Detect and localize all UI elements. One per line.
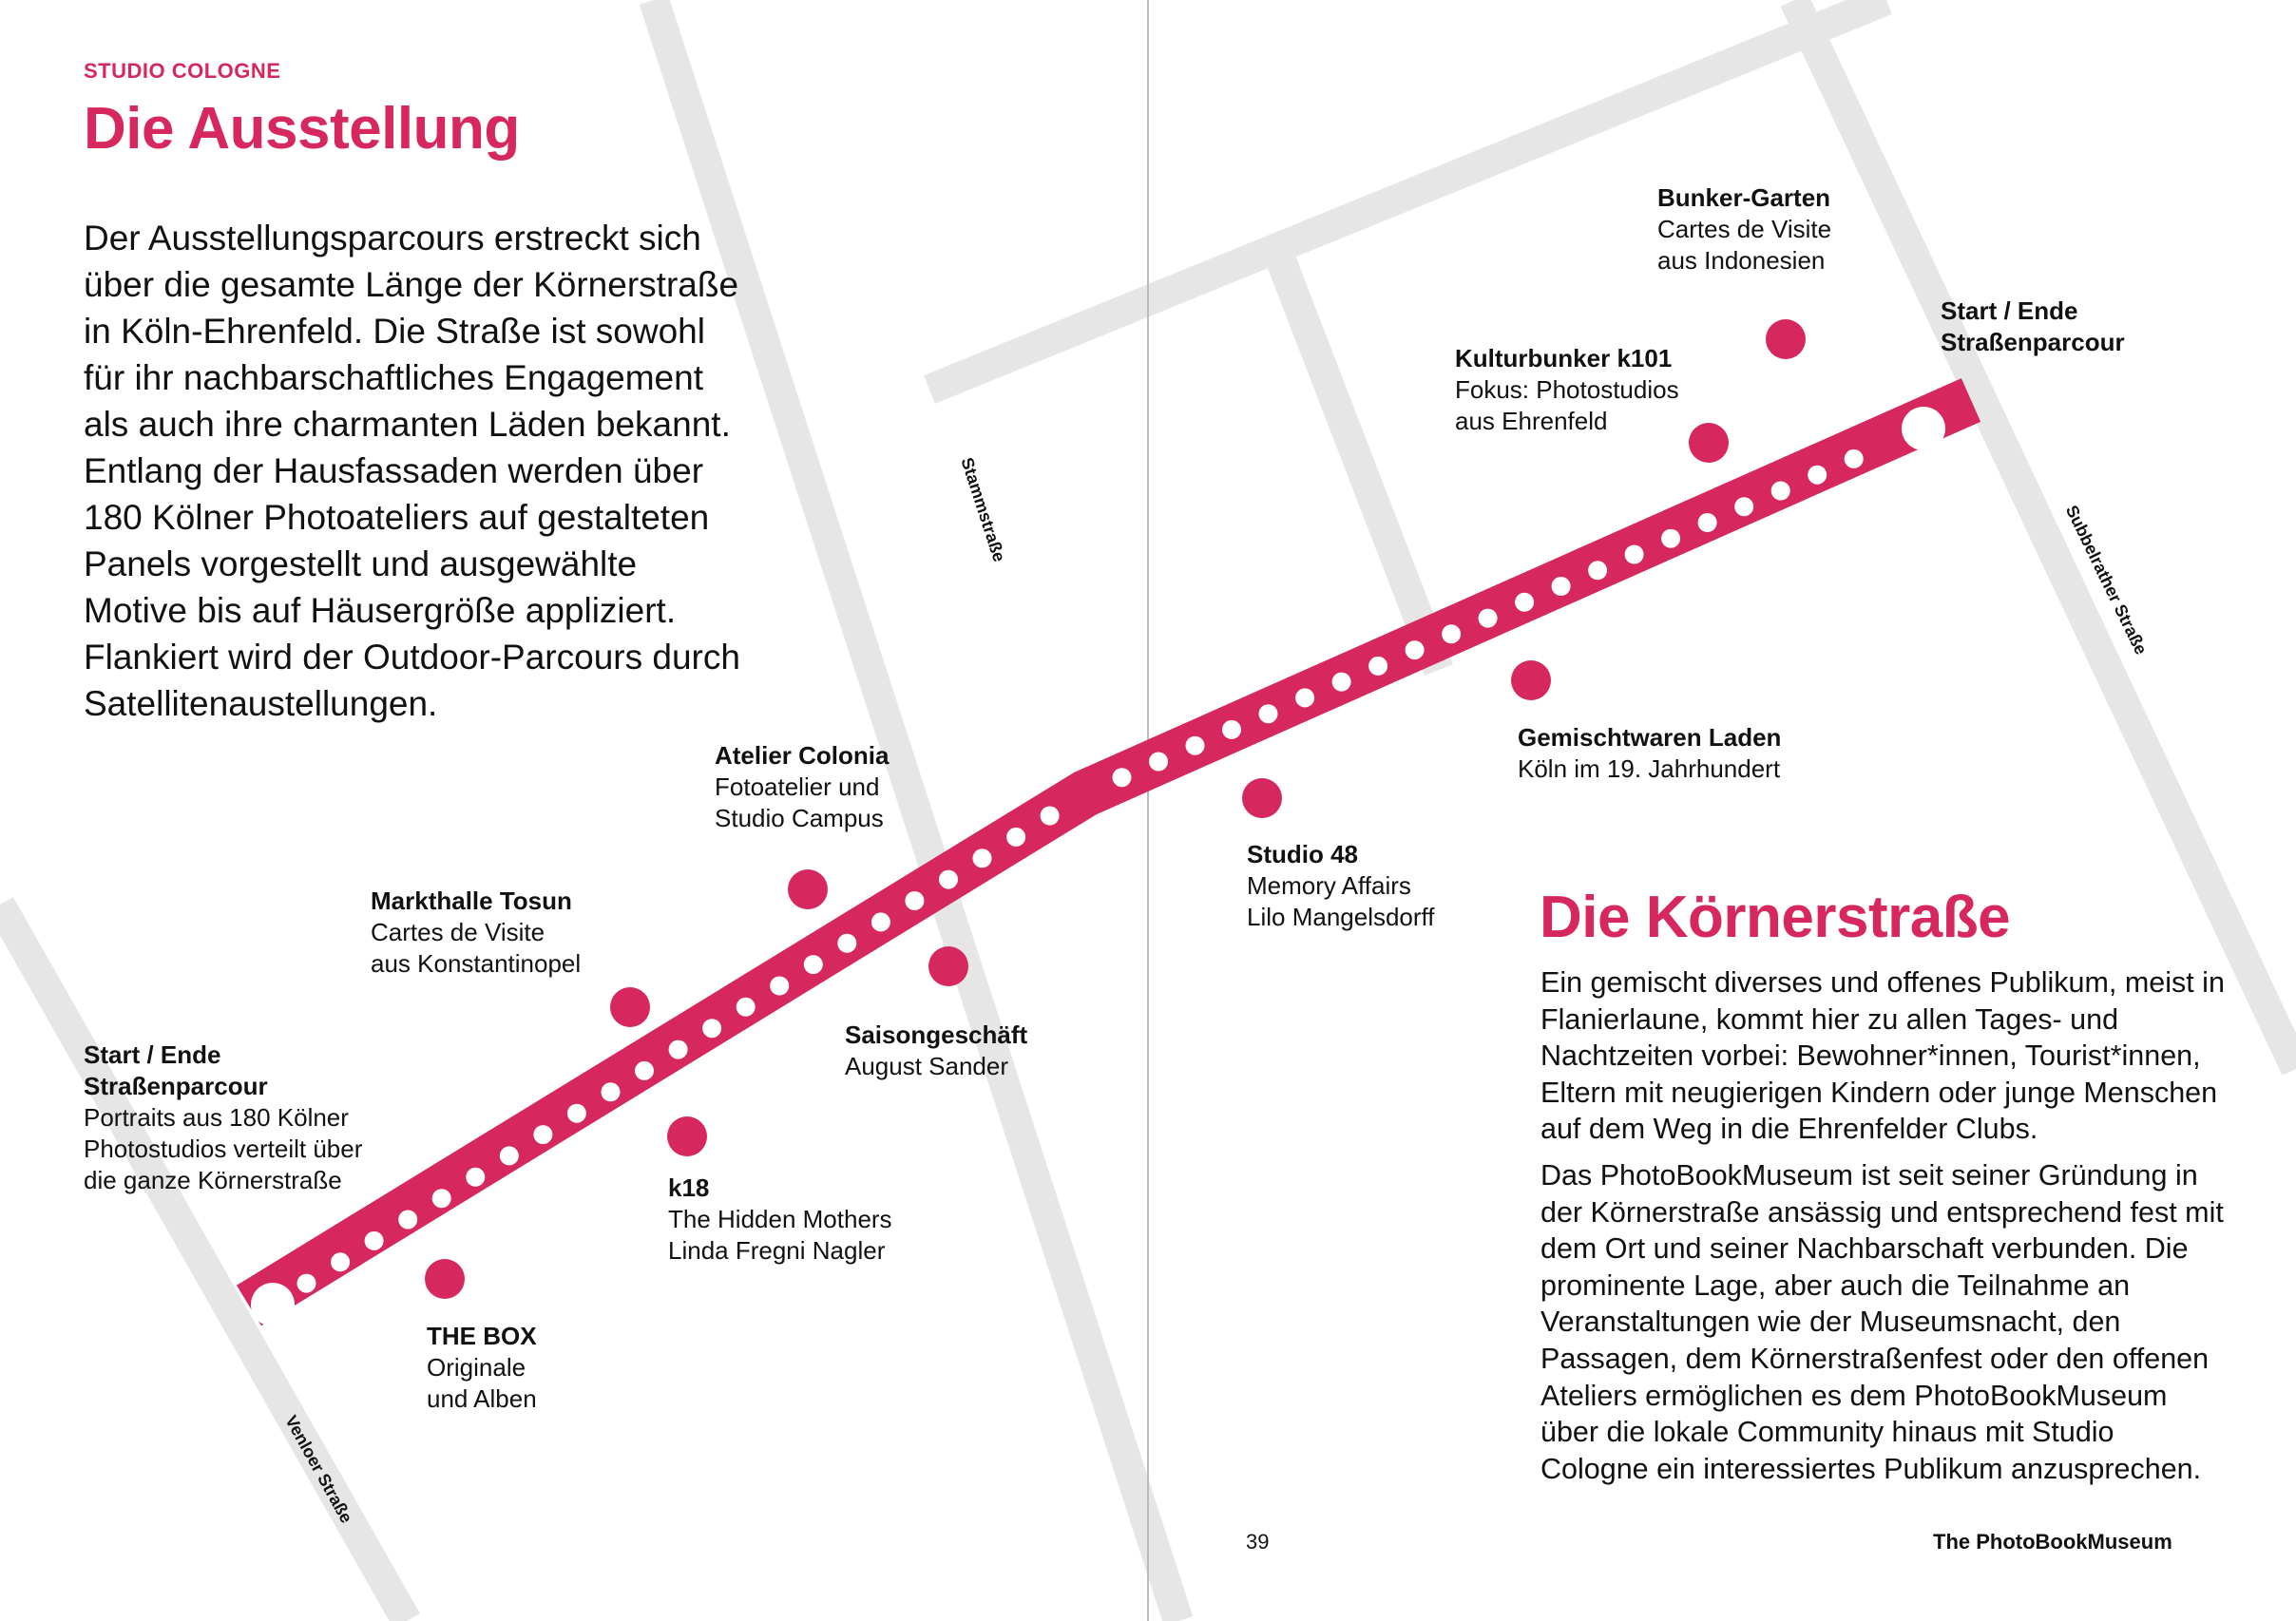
start-end-marker-left bbox=[251, 1283, 295, 1326]
stop-name: Saisongeschäft bbox=[845, 1020, 1028, 1049]
stop-name: THE BOX bbox=[427, 1322, 537, 1350]
route-dot bbox=[398, 1211, 417, 1230]
route-dot bbox=[1332, 673, 1351, 692]
stop-name-2: Straßenparcour bbox=[1941, 328, 2125, 356]
stop-desc: aus Ehrenfeld bbox=[1455, 407, 1608, 435]
marker-gemischtwaren bbox=[1511, 660, 1551, 700]
marker-bunker-garten bbox=[1766, 319, 1806, 359]
route-dot bbox=[1661, 529, 1680, 548]
footer-brand: The PhotoBookMuseum bbox=[1933, 1530, 2172, 1554]
route-dot bbox=[702, 1019, 721, 1038]
route-dot bbox=[1006, 828, 1025, 847]
stop-atelier-colonia bbox=[715, 740, 889, 834]
stop-start-left bbox=[84, 1039, 362, 1196]
route-dot bbox=[1808, 466, 1827, 485]
stop-name: Markthalle Tosun bbox=[371, 887, 572, 915]
page-number: 39 bbox=[1246, 1530, 1270, 1554]
route-dot bbox=[905, 891, 924, 910]
route-dot bbox=[1041, 807, 1060, 826]
stop-name: Start / Ende bbox=[1941, 296, 2078, 325]
route-dot bbox=[1259, 704, 1278, 723]
route-dot bbox=[1845, 449, 1864, 468]
stop-desc: und Alben bbox=[427, 1384, 537, 1413]
stop-desc: The Hidden Mothers bbox=[668, 1205, 892, 1233]
stop-name: k18 bbox=[668, 1173, 710, 1202]
stop-name: Kulturbunker k101 bbox=[1455, 344, 1673, 372]
route-dot bbox=[1222, 720, 1241, 739]
marker-saisongeschaeft bbox=[928, 946, 968, 986]
stop-bunker-garten bbox=[1657, 182, 1831, 277]
stop-name-2: Straßenparcour bbox=[84, 1072, 268, 1100]
route-dot bbox=[533, 1125, 552, 1144]
marker-studio48 bbox=[1242, 778, 1282, 818]
route-dot bbox=[973, 849, 992, 868]
stop-desc: Cartes de Visite bbox=[1657, 215, 1832, 243]
stop-desc: Memory Affairs bbox=[1247, 871, 1411, 900]
route-dot bbox=[1113, 768, 1132, 787]
stop-desc: Linda Fregni Nagler bbox=[668, 1236, 886, 1265]
stop-desc: Fokus: Photostudios bbox=[1455, 375, 1679, 404]
stop-name: Studio 48 bbox=[1247, 840, 1359, 868]
subtitle: Die Körnerstraße bbox=[1540, 885, 2011, 950]
stop-desc: Köln im 19. Jahrhundert bbox=[1518, 754, 1781, 783]
route-dot bbox=[837, 934, 856, 953]
stop-name: Gemischtwaren Laden bbox=[1518, 723, 1782, 752]
route-dot bbox=[1368, 657, 1387, 676]
stop-name: Bunker-Garten bbox=[1657, 183, 1831, 212]
route-dot bbox=[365, 1231, 384, 1250]
marker-atelier-colonia bbox=[788, 869, 828, 909]
street-label-subbelrather: Subbelrather Straße bbox=[2061, 502, 2152, 658]
body-paragraph-2: Das PhotoBookMuseum ist seit seiner Gründung in der Körnerstraße ansässig und entsprechend fest mit dem Ort und seiner Nachbarschaft verbunden. Die prominente Lage, aber auch die Teilnahme an Veranstaltungen wie der Museumsnacht, den Passagen, dem Körnerstraßenfest oder den offenen Ateliers ermöglichen es dem PhotoBookMuseum über die lokale Community hinaus mit Studio Cologne ein interessiertes Publikum anzusprechen. bbox=[1540, 1158, 2224, 1485]
stop-name: Atelier Colonia bbox=[715, 741, 890, 770]
route-dot bbox=[737, 998, 756, 1017]
section-label: STUDIO COLOGNE bbox=[84, 59, 281, 83]
route-dot bbox=[1698, 513, 1717, 532]
stop-desc: Cartes de Visite bbox=[371, 918, 545, 946]
route-dot bbox=[432, 1189, 451, 1208]
page-title: Die Ausstellung bbox=[84, 96, 520, 162]
stop-desc: Portraits aus 180 Kölner bbox=[84, 1103, 349, 1132]
route-dot bbox=[1515, 593, 1534, 612]
stop-desc: aus Indonesien bbox=[1657, 246, 1826, 275]
stop-saisongeschaeft bbox=[845, 1020, 1027, 1082]
stop-desc: aus Konstantinopel bbox=[371, 949, 582, 978]
route-dot bbox=[602, 1082, 621, 1101]
marker-k18 bbox=[667, 1116, 707, 1156]
body-paragraph-1: Ein gemischt diverses und offenes Publikum, meist in Flanierlaune, kommt hier zu allen Tages- und Nachtzeiten vorbei: Bewohner*innen, Tourist*innen, Eltern mit neugierigen Kindern oder junge Menschen auf dem Weg in die Ehrenfelder Clubs. bbox=[1540, 966, 2225, 1146]
route-dot bbox=[567, 1104, 586, 1123]
route-dot bbox=[331, 1252, 350, 1271]
route-dot bbox=[1771, 482, 1790, 501]
route-dot bbox=[1149, 753, 1168, 772]
stop-desc: die ganze Körnerstraße bbox=[84, 1166, 342, 1194]
route-dot bbox=[1406, 640, 1425, 659]
route-dot bbox=[1442, 624, 1461, 643]
route-dot bbox=[1552, 577, 1571, 596]
marker-kulturbunker bbox=[1689, 423, 1729, 463]
street-label-venloer: Venloer Straße bbox=[281, 1412, 356, 1527]
stop-gemischtwaren bbox=[1518, 722, 1781, 785]
route-dot bbox=[1588, 561, 1607, 580]
stop-name: Start / Ende bbox=[84, 1040, 221, 1069]
start-end-marker-right bbox=[1902, 407, 1945, 450]
street-label-stamm: Stammstraße bbox=[957, 455, 1009, 564]
route-dot bbox=[1734, 497, 1753, 516]
stop-the-box bbox=[427, 1321, 537, 1415]
route-dot bbox=[297, 1274, 316, 1293]
stop-k18 bbox=[668, 1173, 892, 1267]
stop-start-right bbox=[1941, 296, 2125, 358]
route-dot bbox=[1186, 736, 1205, 755]
stop-desc: Studio Campus bbox=[715, 804, 884, 832]
route-dot bbox=[1625, 545, 1644, 564]
route-dot bbox=[500, 1146, 519, 1165]
stop-desc: Fotoatelier und bbox=[715, 772, 880, 801]
route-dot bbox=[635, 1061, 654, 1080]
stop-desc: Lilo Mangelsdorff bbox=[1247, 903, 1435, 931]
route-dot bbox=[939, 870, 958, 889]
body-text bbox=[1540, 964, 2225, 1497]
route-dot bbox=[1295, 688, 1314, 707]
intro-paragraph: Der Ausstellungsparcours erstreckt sich über die gesamte Länge der Körnerstraße in Köln-Ehrenfeld. Die Straße ist sowohl für ihr nachbarschaftliches Engagement als auch ihre charmanten Läden bekannt. Entlang der Hausfassaden werden über 180 Kölner Photoateliers auf gestalteten Panels vorgestellt und ausgewählte Motive bis auf Häusergröße appliziert. Flankiert wird der Outdoor-Parcours durch Satellitenaustellungen. bbox=[84, 219, 740, 723]
stop-desc: Photostudios verteilt über bbox=[84, 1135, 363, 1163]
route-dot bbox=[804, 955, 823, 974]
marker-markthalle bbox=[610, 987, 650, 1027]
route-dot bbox=[770, 977, 789, 996]
route-dot bbox=[669, 1040, 688, 1059]
stop-markthalle bbox=[371, 886, 581, 980]
marker-the-box bbox=[425, 1259, 465, 1299]
stop-kulturbunker bbox=[1455, 343, 1679, 437]
route-dot bbox=[1479, 609, 1498, 628]
route-dot bbox=[871, 912, 890, 931]
route-dot bbox=[466, 1168, 485, 1187]
stop-desc: August Sander bbox=[845, 1052, 1009, 1080]
stop-studio48 bbox=[1247, 839, 1435, 933]
cross-street-mid bbox=[1277, 251, 1439, 670]
stop-desc: Originale bbox=[427, 1353, 526, 1382]
